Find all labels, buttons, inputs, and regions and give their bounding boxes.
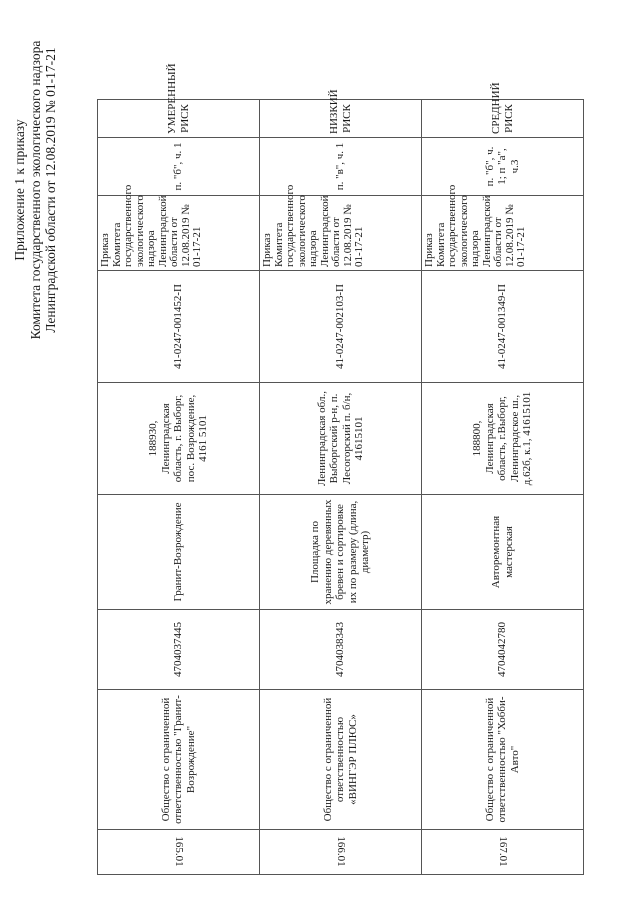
row-number: 165.01	[98, 830, 260, 875]
risk-category: НИЗКИЙ РИСК	[260, 100, 422, 138]
object-code: 41-0247-001452-П	[98, 271, 260, 383]
organization-name: Общество с ограниченной ответственностью "Гранит-Возрождение"	[98, 690, 260, 830]
document-header	[12, 20, 59, 360]
risk-category: СРЕДНИЙ РИСК	[422, 100, 584, 138]
legal-act: Приказ Комитета государственного экологического надзора Ленинградской области от 12.08.2019 № 01-17-21	[260, 196, 422, 271]
organization-name: Общество с ограниченной ответственностью "Хобби-Авто"	[422, 690, 584, 830]
header-line-2: Комитета государственного экологического надзора	[27, 40, 43, 340]
inn-code: 4704037445	[98, 610, 260, 690]
header-line-3: Ленинградской области от 12.08.2019 № 01-17-21	[43, 47, 58, 333]
inn-code: 4704038343	[260, 610, 422, 690]
row-number: 167.01	[422, 830, 584, 875]
criteria-clause: п. "б", ч. 1; п "а", ч.3	[422, 138, 584, 196]
organization-name: Общество с ограниченной ответственностью «ВИНГЭР ПЛЮС»	[260, 690, 422, 830]
registry-table	[97, 63, 584, 875]
object-address: Ленинградская обл., Выборгский р-н, п. Лесогорский п. б/н, 41615101	[260, 383, 422, 495]
object-address: 188800, Ленинградская область, г.Выборг, Ленинградское ш., д.62б, к.1, 41615101	[422, 383, 584, 495]
legal-act: Приказ Комитета государственного экологического надзора Ленинградской области от 12.08.2019 № 01-17-21	[422, 196, 584, 271]
table-row	[98, 100, 260, 875]
risk-category: УМЕРЕННЫЙ РИСК	[98, 100, 260, 138]
criteria-clause: п. "в", ч. 1	[260, 138, 422, 196]
criteria-clause: п. "б", ч. 1	[98, 138, 260, 196]
legal-act: Приказ Комитета государственного экологического надзора Ленинградской области от 12.08.2019 № 01-17-21	[98, 196, 260, 271]
header-line-1: Приложение 1 к приказу	[12, 119, 27, 261]
table-row	[422, 100, 584, 875]
object-name: Площадка по хранению деревянных бревен и сортировке их по размеру (длина, диаметр)	[260, 495, 422, 610]
object-code: 41-0247-002103-П	[260, 271, 422, 383]
object-name: Гранит-Возрождение	[98, 495, 260, 610]
row-number: 166.01	[260, 830, 422, 875]
object-name: Авторемонтная мастерская	[422, 495, 584, 610]
inn-code: 4704042780	[422, 610, 584, 690]
object-address: 188930, Ленинградская область, г. Выборг, пос. Возрождение, 4161 5101	[98, 383, 260, 495]
table-row	[260, 100, 422, 875]
object-code: 41-0247-001349-П	[422, 271, 584, 383]
